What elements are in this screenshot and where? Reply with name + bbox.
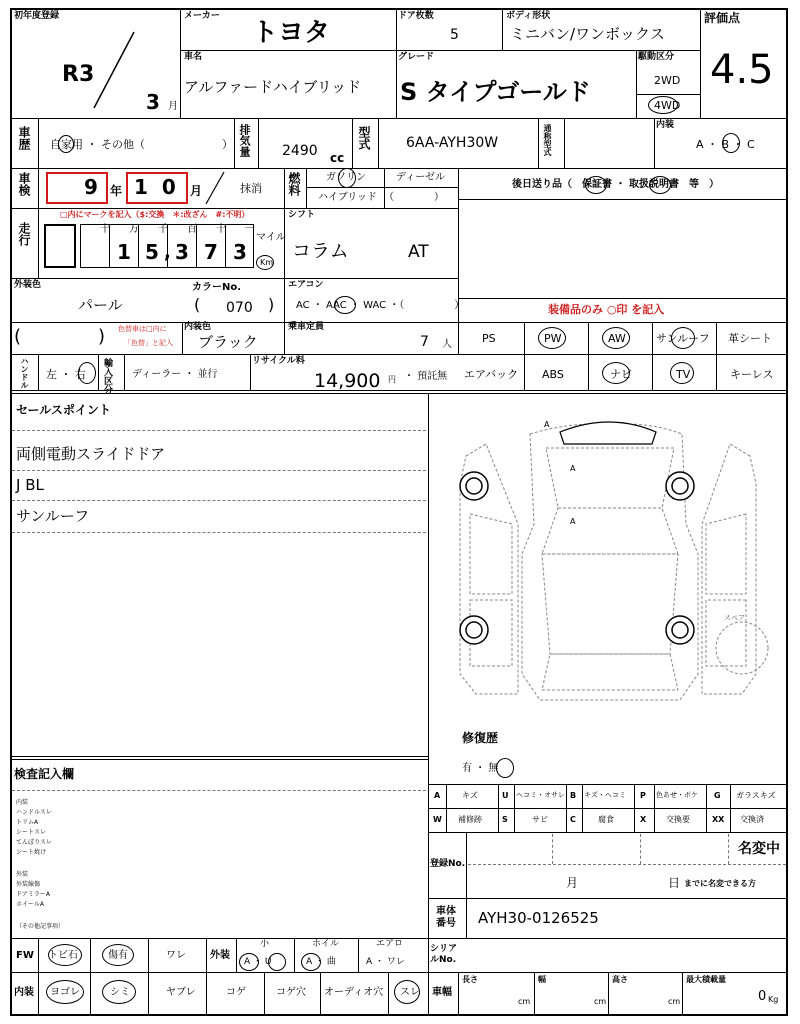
- inspection-year-box: [46, 172, 108, 204]
- note-int-3: シートスレ: [16, 829, 46, 836]
- int-stain-circle: [102, 980, 136, 1004]
- mileage-unit-5: 一: [245, 224, 255, 235]
- interior-grade: A ・ B ・ C: [696, 138, 755, 151]
- color-no-open: (: [194, 295, 201, 314]
- mileage-note: □内にマークを記入（$:交換 ＊:改ざん #:不明）: [60, 210, 250, 219]
- ext-small-values: A ・ U: [244, 957, 272, 967]
- inspection-year-unit: 年: [110, 184, 123, 198]
- mileage-unit-3: 百: [187, 224, 197, 235]
- width-label: 幅: [538, 975, 546, 984]
- legend-code-a: A: [434, 791, 441, 800]
- recycle-deposit: ・ 預託無: [404, 371, 448, 382]
- handle-label: ハンドル: [20, 357, 29, 389]
- mileage-mile: マイル: [256, 232, 286, 243]
- fw-chip: トビ石: [48, 950, 78, 961]
- int-label: 内装: [14, 987, 34, 998]
- fuel-gas: ガソリン: [326, 172, 366, 183]
- ext-small-label: 小: [260, 939, 270, 949]
- maker-label: メーカー: [184, 11, 220, 21]
- exterior-color-label: 外装色: [14, 280, 42, 290]
- legend-code-g: G: [714, 791, 721, 800]
- fw-scratch-circle: [102, 944, 134, 966]
- fw-scratch: 傷有: [108, 950, 128, 961]
- sales-line-1: 両側電動スライドドア: [16, 445, 166, 463]
- drive-4wd: 4WD: [654, 99, 681, 112]
- legend-text-w: 補修跡: [458, 815, 482, 824]
- legend-text-x: 交換要: [666, 815, 690, 824]
- equip-sunroof: サンルーフ: [656, 332, 710, 345]
- legend-code-x: X: [640, 815, 647, 824]
- fuel-hybrid: ハイブリッド: [318, 192, 377, 203]
- mileage-km: Km: [260, 258, 274, 267]
- int-tear: ヤブレ: [166, 987, 196, 998]
- legend-text-s: サビ: [532, 815, 548, 824]
- first-reg-era: R3: [62, 62, 95, 87]
- model-label: 型式: [357, 126, 371, 150]
- equip-airbag: エアバック: [464, 368, 519, 381]
- aircon-aac-circle: [334, 296, 356, 314]
- mileage-comma: ,: [164, 242, 171, 263]
- body-width-label: 車幅: [432, 987, 452, 998]
- vin-value: AYH30-0126525: [478, 909, 599, 927]
- equip-leather: 革シート: [728, 332, 772, 345]
- inspection-slash: [200, 170, 230, 206]
- body-value: ミニバン/ワンボックス: [510, 25, 665, 43]
- equip-navi-circle: [602, 362, 630, 384]
- serial-label: シリアルNo.: [430, 944, 458, 965]
- equipment-title: 装備品のみ ○印 を記入: [548, 303, 665, 316]
- note-int-4: てんぽりスレ: [16, 839, 53, 846]
- equip-tv-circle: [670, 362, 694, 384]
- ext-aero-label: エアロ: [376, 939, 404, 949]
- interior-label: 内装: [656, 120, 675, 130]
- displacement-unit: cc: [330, 151, 345, 165]
- equip-keyless: キーレス: [730, 368, 774, 381]
- equip-aw-circle: [602, 327, 630, 349]
- legend-text-c: 腐食: [598, 815, 614, 824]
- shift-label: シフト: [288, 210, 316, 220]
- note-ext-2: ドアミラーA: [16, 891, 50, 898]
- later-manual-circle: [649, 176, 671, 194]
- int-stain: シミ: [110, 987, 130, 998]
- vin-label: 車体番号: [436, 906, 456, 929]
- sales-line-2: J BL: [16, 476, 44, 494]
- note-ext-0: 外装: [16, 871, 29, 878]
- ext-label: 外装: [210, 950, 230, 961]
- import-label: 輸入区分: [102, 358, 112, 394]
- note-ext-3: ホイールA: [16, 901, 44, 908]
- inspection-month: 10: [134, 175, 190, 199]
- legend-code-b: B: [570, 791, 577, 800]
- int-wear: スレ: [400, 987, 420, 998]
- repair-value: 有 ・ 無: [462, 763, 499, 774]
- height-label: 高さ: [612, 975, 628, 984]
- legend-text-u: ヘコミ・オサレ: [516, 791, 565, 799]
- sales-line-3: サンルーフ: [16, 507, 90, 525]
- doors-value: 5: [450, 27, 459, 43]
- reg-month: 月: [566, 876, 579, 890]
- fuel-diesel: ディーゼル: [396, 172, 445, 183]
- handle-value: 左 ・ 右: [46, 368, 86, 381]
- fw-label: FW: [16, 950, 34, 961]
- color-change-paren-close: ): [98, 326, 106, 347]
- repair-label: 修復歴: [462, 731, 499, 745]
- reg-deadline: までに名変できる方: [684, 879, 756, 888]
- inspection-notes-label: 検査記入欄: [14, 767, 75, 781]
- color-change-paren-open: (: [14, 326, 22, 347]
- doors-label: ドア枚数: [398, 11, 434, 21]
- inspection-delete: 抹消: [240, 182, 262, 195]
- diagram-mark-roof: A: [570, 517, 576, 526]
- color-change-note-2: 「色替」と記入: [124, 339, 173, 347]
- mileage-km-circle: [256, 255, 274, 270]
- name-change-pending: 名変中: [738, 841, 780, 857]
- color-no-value: 070: [226, 300, 253, 316]
- reg-day: 日: [668, 876, 681, 890]
- equip-pw-circle: [538, 327, 566, 349]
- score-label: 評価点: [704, 11, 741, 25]
- legend-code-w: W: [433, 815, 442, 824]
- legend-text-p: 色あせ・ボケ: [656, 791, 698, 799]
- later-warranty-circle: [585, 176, 607, 194]
- legend-code-xx: XX: [712, 815, 725, 824]
- mileage-digit-3: 7: [204, 240, 218, 264]
- spare-label: スペア: [724, 614, 745, 622]
- color-no-close: ): [268, 295, 275, 314]
- note-other: （その他記事項）: [16, 923, 65, 930]
- equip-aw: AW: [608, 332, 626, 345]
- capacity-unit: 人: [442, 339, 452, 350]
- mileage-label: 走行: [17, 222, 31, 246]
- color-no-label: カラーNo.: [192, 282, 242, 293]
- mileage-unit-4: 十: [216, 224, 226, 235]
- mileage-unit-0: 十: [100, 224, 110, 235]
- displacement-label: 排気量: [238, 124, 251, 157]
- body-label: ボディ形状: [506, 11, 551, 21]
- grade-label: グレード: [398, 52, 435, 62]
- int-dirt: ヨゴレ: [50, 987, 80, 998]
- handle-right-circle: [78, 362, 96, 384]
- ext-small-u-circle: [268, 953, 286, 971]
- int-burn-hole: コゲ穴: [276, 987, 306, 998]
- equip-pw: PW: [544, 332, 562, 345]
- ext-wheel-a-circle: [301, 953, 321, 971]
- reg-no-label: 登録No.: [430, 859, 466, 869]
- legend-code-p: P: [640, 791, 646, 800]
- int-dirt-circle: [46, 980, 84, 1004]
- first-reg-label: 初年度登録: [14, 11, 60, 21]
- interior-color-label: 内装色: [184, 322, 212, 332]
- mileage-digit-2: 3: [175, 240, 189, 264]
- diagram-mark-hood: A: [570, 464, 576, 473]
- mileage-digit-4: 3: [233, 240, 247, 264]
- interior-grade-circle: [722, 133, 740, 153]
- height-unit: cm: [668, 997, 681, 1006]
- later-items: 後日送り品（ 保証書 ・ 取扱説明書 等 ）: [512, 179, 719, 190]
- equip-navi: ナビ: [610, 368, 632, 381]
- displacement-value: 2490: [282, 143, 318, 159]
- capacity-label: 乗車定員: [288, 322, 325, 332]
- transmission-value: AT: [408, 242, 429, 262]
- ext-wheel-label: ホイル: [312, 939, 340, 949]
- model-value: 6AA-AYH30W: [406, 135, 499, 151]
- equip-abs: ABS: [542, 368, 564, 381]
- max-load-label: 最大積載量: [686, 975, 726, 984]
- ext-wheel-values: A ・ 曲: [306, 957, 336, 967]
- ext-aero-values: A ・ ワレ: [366, 957, 405, 967]
- fuel-gas-circle: [338, 168, 356, 188]
- mileage-digit-1: 5: [145, 240, 159, 264]
- drive-2wd: 2WD: [654, 74, 681, 87]
- max-load-value: 0: [758, 989, 767, 1004]
- mileage-digit-0: 1: [117, 240, 131, 264]
- shift-value: コラム: [292, 240, 349, 262]
- mileage-mark-box: [44, 224, 76, 268]
- length-unit: cm: [518, 997, 531, 1006]
- note-int-0: 内装: [16, 799, 29, 806]
- mileage-unit-2: 千: [158, 224, 168, 235]
- first-reg-slash: [90, 30, 140, 110]
- recycle-value: 14,900: [314, 370, 381, 392]
- aircon-label: エアコン: [288, 280, 324, 290]
- legend-code-u: U: [502, 791, 509, 800]
- equip-ps: PS: [482, 332, 496, 345]
- repair-none-circle: [496, 758, 514, 778]
- width-unit: cm: [594, 997, 607, 1006]
- note-int-2: トリムA: [16, 819, 39, 826]
- drive-4wd-circle: [648, 96, 681, 114]
- int-wear-circle: [394, 980, 420, 1004]
- legend-text-xx: 交換済: [740, 815, 764, 824]
- note-int-1: ハンドルスレ: [16, 809, 52, 816]
- car-name-value: アルファードハイブリッド: [184, 78, 362, 96]
- inspection-month-unit: 月: [190, 184, 203, 198]
- car-diagram: [430, 404, 786, 724]
- ext-small-a-circle: [239, 953, 259, 971]
- fuel-label: 燃料: [287, 172, 301, 196]
- score-value: 4.5: [710, 47, 774, 93]
- recycle-yen: 円: [388, 375, 396, 384]
- legend-code-s: S: [502, 815, 508, 824]
- history-label: 車歴: [17, 126, 31, 150]
- legend-text-a: キズ: [462, 791, 478, 800]
- aircon-value: AC ・ AAC ・ WAC ・（ ）: [296, 300, 465, 311]
- first-reg-month-unit: 月: [168, 101, 178, 112]
- note-int-5: シート焼け: [16, 849, 47, 856]
- max-load-unit: Kg: [768, 995, 779, 1004]
- car-name-label: 車名: [184, 52, 203, 62]
- exterior-color-value: パール: [78, 296, 123, 314]
- grade-value: S タイプゴールド: [400, 78, 591, 106]
- legend-code-c: C: [570, 815, 576, 824]
- capacity-value: 7: [420, 334, 429, 350]
- common-model-label: 通称型式: [543, 124, 552, 156]
- recycle-label: リサイクル料: [252, 356, 305, 366]
- note-ext-1: 外装線傷: [16, 881, 41, 888]
- history-close: ）: [222, 138, 233, 151]
- inspection-year: 9: [84, 175, 98, 199]
- color-change-note-1: 色替車は□内に: [118, 325, 167, 333]
- legend-text-b: キズ・ヘコミ: [584, 791, 626, 799]
- maker-value: トヨタ: [252, 18, 331, 48]
- history-circle: [58, 135, 74, 153]
- inspection-label: 車検: [17, 172, 31, 196]
- fuel-other: （ ）: [384, 192, 444, 203]
- interior-color-value: ブラック: [198, 333, 258, 351]
- fw-crack: ワレ: [166, 950, 186, 961]
- drive-label: 駆動区分: [638, 52, 675, 62]
- equip-tv: TV: [676, 368, 691, 381]
- diagram-mark-bumper: A: [544, 420, 550, 429]
- mileage-unit-1: 万: [129, 224, 139, 235]
- import-value: ディーラー ・ 並行: [132, 369, 218, 380]
- length-label: 長さ: [462, 975, 478, 984]
- int-burn: コゲ: [226, 987, 246, 998]
- int-audio-hole: オーディオ穴: [324, 987, 384, 998]
- history-value: 自家用 ・ その他（: [50, 138, 145, 151]
- fw-chip-circle: [48, 944, 82, 966]
- legend-text-g: ガラスキズ: [736, 791, 776, 800]
- first-reg-month: 3: [146, 90, 160, 114]
- equip-sunroof-circle: [671, 327, 695, 349]
- sales-label: セールスポイント: [16, 403, 111, 417]
